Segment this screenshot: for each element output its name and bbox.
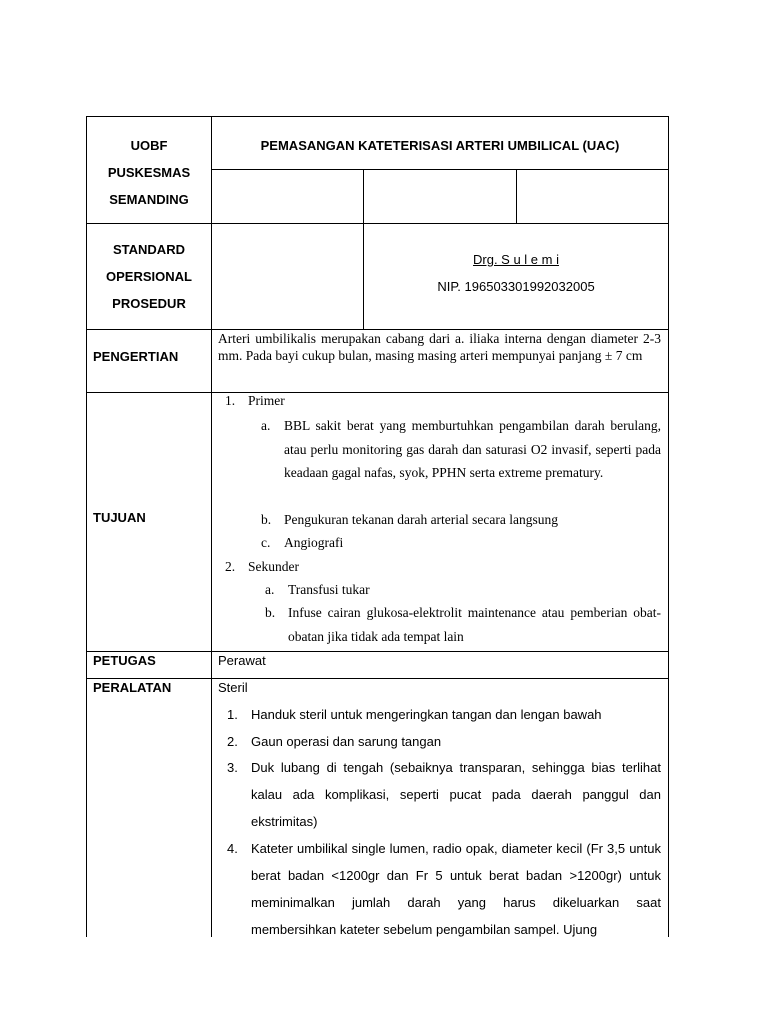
title-text: PEMASANGAN KATETERISASI ARTERI UMBILICAL (UAC) — [260, 137, 620, 153]
tujuan-label: TUJUAN — [93, 510, 146, 525]
peralatan-item-number: 3. — [227, 760, 238, 775]
sekunder-item-letter: b. — [265, 605, 276, 620]
sekunder-title: Sekunder — [248, 559, 299, 574]
peralatan-label: PERALATAN — [93, 680, 172, 695]
primer-number: 1. — [225, 393, 236, 408]
blank-cell-divider — [516, 169, 517, 224]
title-divider — [211, 169, 668, 170]
primer-item-text: Pengukuran tekanan darah arterial secara langsung — [284, 512, 559, 527]
sop-cell — [87, 224, 211, 329]
peralatan-item-text: Kateter umbilikal single lumen, radio opak, diameter kecil (Fr 3,5 untuk berat badan <1200gr dan Fr 5 untuk berat badan >1200gr) untuk meminimalkan jumlah darah yang harus dikeluarkan saat membersihkan kateter sebelum pengambilan sampel. Ujung — [251, 841, 661, 937]
signer-nip: NIP. 196503301992032005 — [437, 279, 595, 294]
sop-line: PROSEDUR — [112, 296, 186, 311]
signer-block — [364, 224, 668, 329]
peralatan-item-text: Handuk steril untuk mengeringkan tangan dan lengan bawah — [251, 707, 602, 722]
primer-item-text: BBL sakit berat yang memburtuhkan pengambilan darah berulang, atau perlu monitoring gas darah dan saturasi O2 invasif, seperti pada keadaan gagal nafas, syok, PPHN serta extreme prematury. — [284, 418, 661, 480]
document-title — [212, 117, 668, 169]
signer-name: Drg. S u l e m i — [473, 252, 559, 267]
sekunder-number: 2. — [225, 559, 236, 574]
row-divider — [87, 392, 668, 393]
row-divider — [87, 678, 668, 679]
pengertian-label: PENGERTIAN — [93, 349, 179, 364]
column-divider — [211, 117, 212, 937]
sop-line: STANDARD — [113, 242, 185, 257]
primer-item-letter: c. — [261, 535, 271, 550]
peralatan-subtitle: Steril — [218, 680, 248, 695]
blank-cell-divider — [363, 169, 364, 224]
sekunder-item-text: Infuse cairan glukosa-elektrolit maintenance atau pemberian obat-obatan jika tidak ada tempat lain — [288, 605, 661, 644]
peralatan-item-number: 1. — [227, 707, 238, 722]
petugas-value: Perawat — [218, 653, 266, 668]
org-line: PUSKESMAS — [107, 165, 191, 180]
row-divider — [87, 651, 668, 652]
petugas-label: PETUGAS — [93, 653, 156, 668]
peralatan-item-text: Gaun operasi dan sarung tangan — [251, 734, 442, 749]
primer-item-letter: b. — [261, 512, 272, 527]
sop-line: OPERSIONAL — [106, 269, 192, 284]
sop-document-table — [86, 116, 669, 937]
organization-cell — [87, 117, 211, 224]
pengertian-text: Arteri umbilikalis merupakan cabang dari a. iliaka interna dengan diameter 2-3 mm. Pada bayi cukup bulan, masing masing arteri mempunyai panjang ± 7 cm — [218, 331, 661, 363]
org-line: SEMANDING — [109, 192, 189, 207]
primer-item-letter: a. — [261, 418, 271, 433]
sekunder-item-letter: a. — [265, 582, 275, 597]
peralatan-item-number: 4. — [227, 841, 238, 856]
primer-item-text: Angiografi — [284, 535, 344, 550]
peralatan-item-number: 2. — [227, 734, 238, 749]
org-line: UOBF — [130, 138, 168, 153]
sekunder-item-text: Transfusi tukar — [288, 582, 370, 597]
peralatan-item-text: Duk lubang di tengah (sebaiknya transparan, sehingga bias terlihat kalau ada komplikasi, seperti pucat pada daerah panggul dan ekstrimitas) — [251, 760, 661, 829]
primer-title: Primer — [248, 393, 285, 408]
